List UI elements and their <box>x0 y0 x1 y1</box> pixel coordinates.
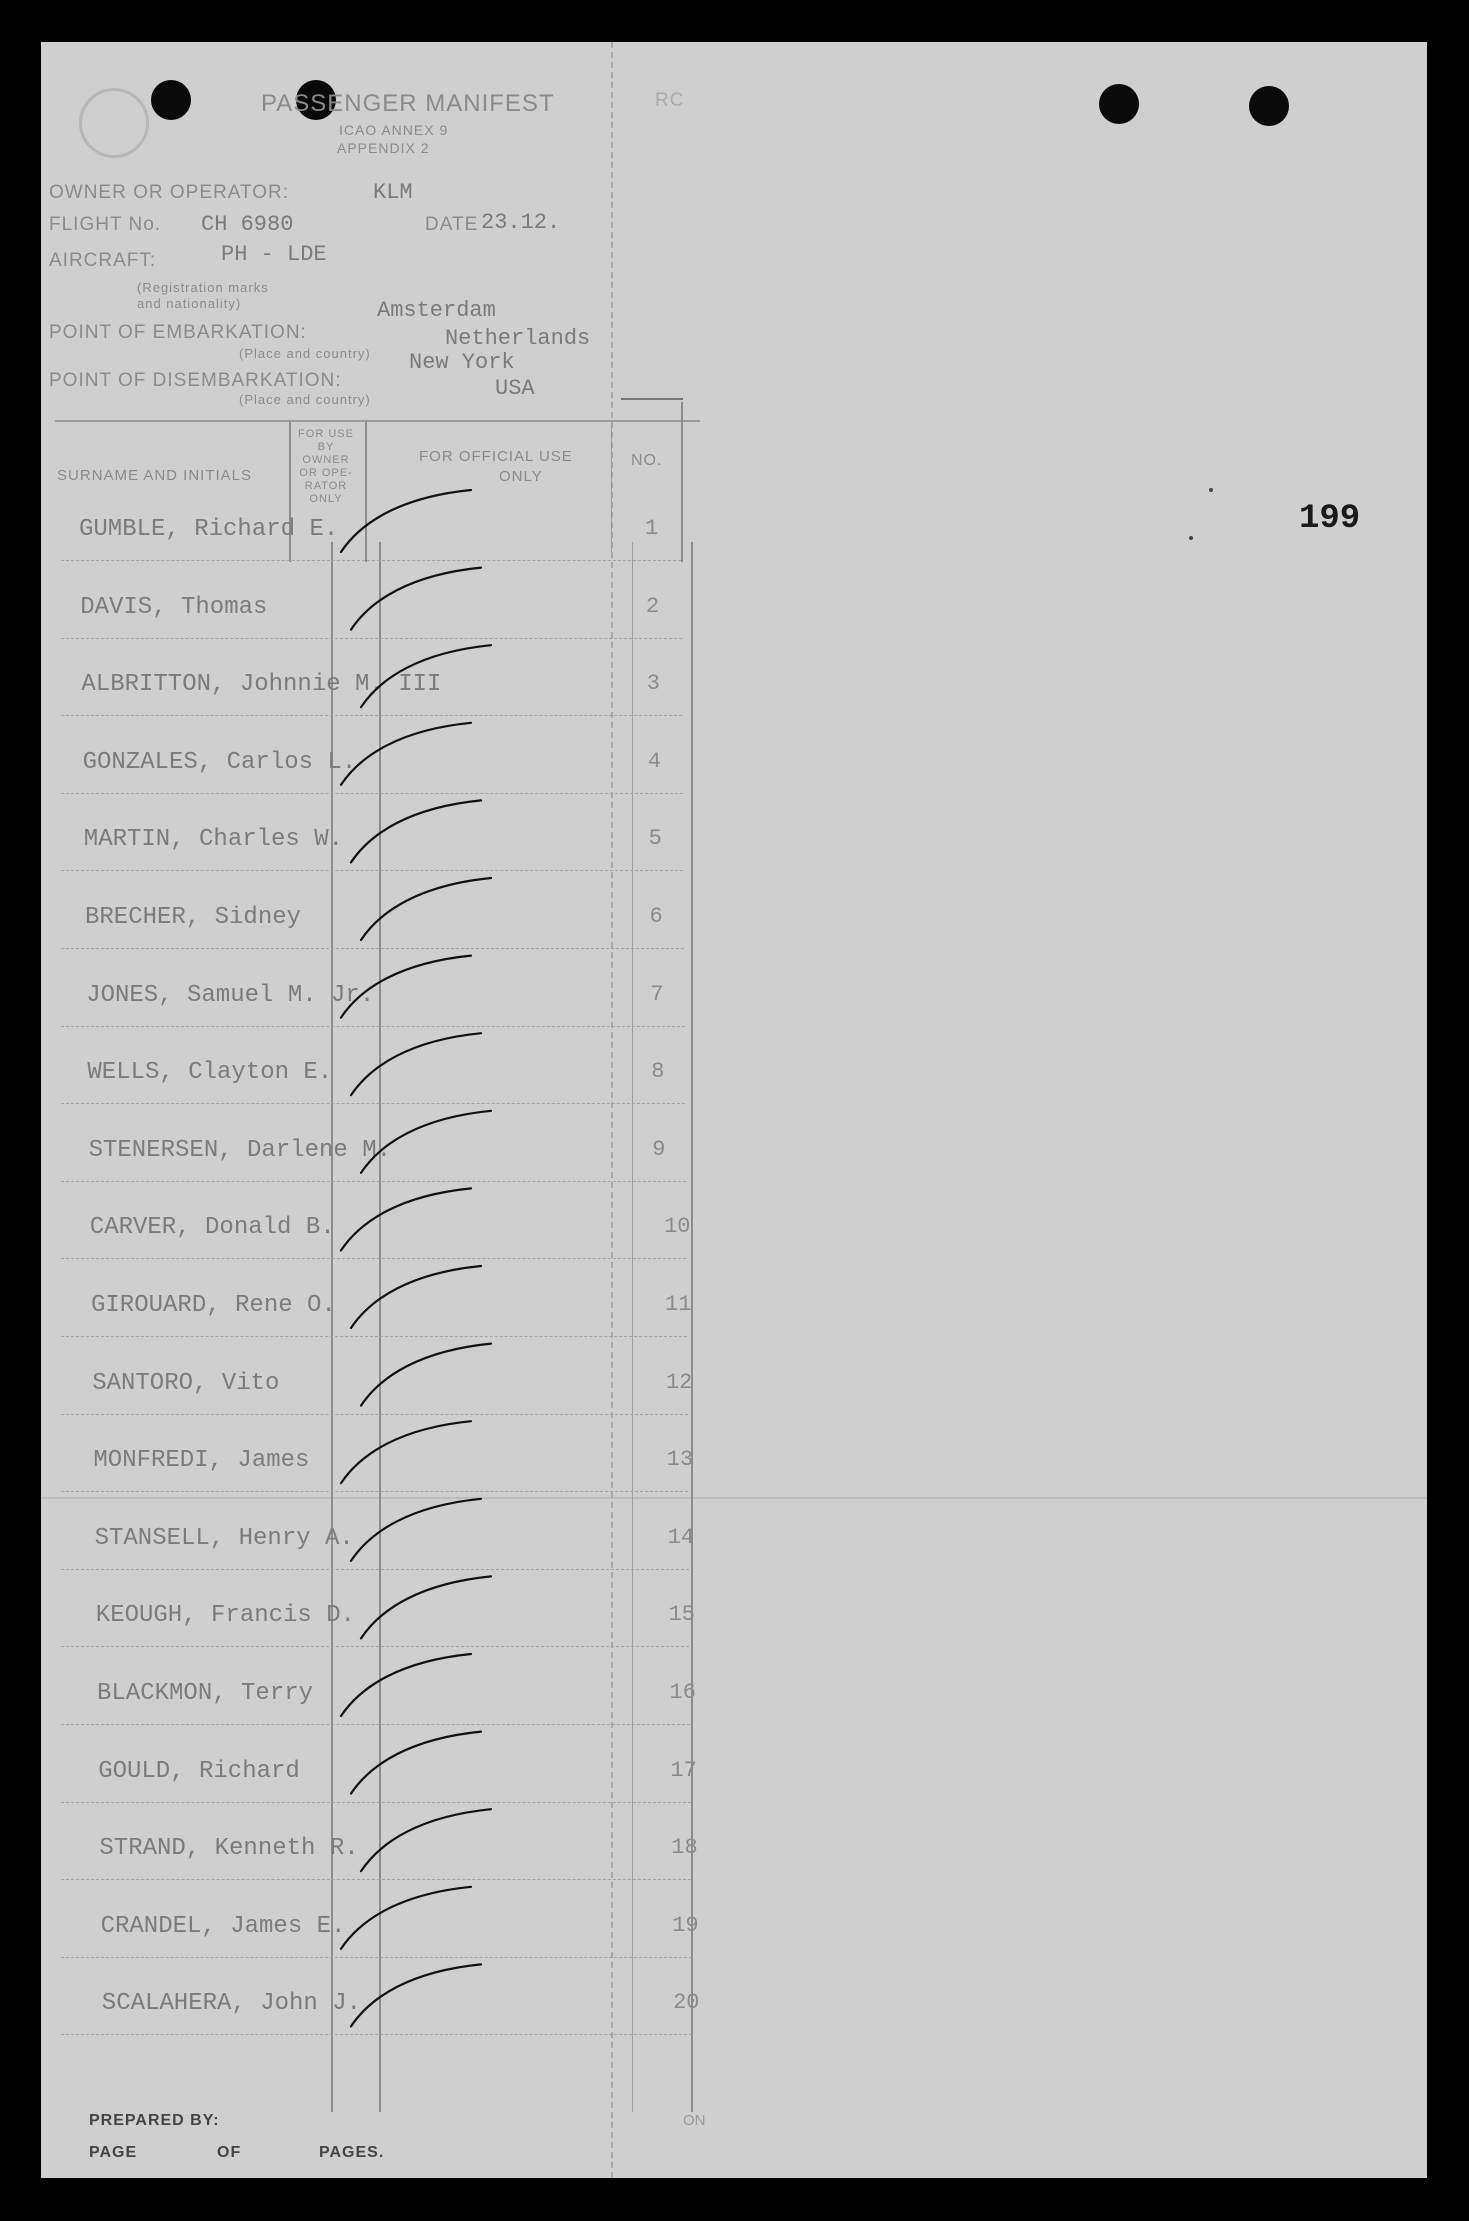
passenger-name: GOULD, Richard <box>98 1757 300 1785</box>
disembarkation-label: POINT OF DISEMBARKATION: <box>49 370 342 391</box>
check-mark <box>341 1421 471 1483</box>
check-mark <box>351 568 481 630</box>
prepared-by-label: PREPARED BY: <box>89 2112 220 2129</box>
rc-fragment: RC <box>655 90 685 111</box>
passenger-name: CRANDEL, James E. <box>100 1912 346 1940</box>
passenger-name: JONES, Samuel M. Jr. <box>86 981 375 1009</box>
passenger-number: 12 <box>665 1369 693 1395</box>
place-country-note: (Place and country) <box>239 346 371 361</box>
speck <box>1209 488 1213 492</box>
aircraft-label: AIRCRAFT: <box>49 250 157 271</box>
col-surname: SURNAME AND INITIALS <box>57 467 253 484</box>
manifest-sheet <box>41 42 1427 2178</box>
passenger-number: 10 <box>664 1214 691 1240</box>
check-mark <box>351 1499 481 1561</box>
passenger-number: 9 <box>652 1136 666 1162</box>
passenger-name: BRECHER, Sidney <box>85 904 302 931</box>
passenger-number: 19 <box>672 1912 699 1938</box>
col-official-1: FOR OFFICIAL USE <box>419 448 573 465</box>
passenger-number: 3 <box>646 671 660 697</box>
passenger-name: CARVER, Donald B. <box>89 1214 335 1242</box>
passenger-name: GIROUARD, Rene O. <box>91 1292 336 1319</box>
passenger-name: GONZALES, Carlos L. <box>82 748 357 776</box>
passenger-name: STRAND, Kenneth R. <box>99 1835 359 1863</box>
passenger-name: MONFREDI, James <box>93 1447 310 1475</box>
place-country-note-2: (Place and country) <box>239 392 371 407</box>
passenger-number: 2 <box>645 593 660 619</box>
check-mark <box>361 645 491 707</box>
disembarkation-city: New York <box>409 350 515 375</box>
col-no: NO. <box>631 452 663 469</box>
check-mark <box>341 723 471 785</box>
passenger-number: 7 <box>650 981 664 1007</box>
passenger-name: BLACKMON, Terry <box>97 1680 314 1707</box>
col-official-2: ONLY <box>499 468 543 485</box>
check-mark <box>351 1033 481 1095</box>
check-mark <box>351 1964 481 2026</box>
passenger-name: KEOUGH, Francis D. <box>95 1602 356 1630</box>
passenger-name: ALBRITTON, Johnnie M. III <box>81 671 442 699</box>
punch-hole-3 <box>1099 84 1139 124</box>
passenger-name: SCALAHERA, John J. <box>101 1990 362 2018</box>
passenger-name: SANTORO, Vito <box>92 1369 280 1397</box>
form-title: PASSENGER MANIFEST <box>261 90 555 117</box>
check-mark <box>351 1732 481 1794</box>
passenger-number: 14 <box>667 1524 695 1550</box>
passenger-number: 11 <box>665 1292 692 1317</box>
page-stamp: 199 <box>1299 500 1361 538</box>
registration-note-1: (Registration marks <box>137 280 269 295</box>
disembarkation-country: USA <box>495 376 535 401</box>
check-mark <box>361 878 491 940</box>
passenger-number: 13 <box>666 1447 694 1473</box>
check-mark <box>361 1809 491 1871</box>
passenger-number: 6 <box>649 904 663 929</box>
passenger-number: 5 <box>648 826 662 852</box>
check-mark <box>351 1266 481 1328</box>
speck <box>1189 536 1193 540</box>
of-label: OF <box>217 2144 242 2161</box>
check-mark <box>341 1188 471 1250</box>
check-mark <box>361 1576 491 1638</box>
passenger-number: 4 <box>647 748 661 774</box>
passenger-name: STENERSEN, Darlene M. <box>88 1136 392 1164</box>
embarkation-label: POINT OF EMBARKATION: <box>49 322 307 343</box>
passenger-name: MARTIN, Charles W. <box>83 826 344 854</box>
check-marks <box>41 42 741 2178</box>
owner-value: KLM <box>373 180 413 205</box>
col-owner: FOR USE BY OWNER OR OPE- RATOR ONLY <box>298 428 354 505</box>
pages-label: PAGES. <box>319 2144 385 2161</box>
passenger-name: STANSELL, Henry A. <box>94 1524 354 1552</box>
owner-label: OWNER OR OPERATOR: <box>49 182 290 203</box>
form-appendix: APPENDIX 2 <box>337 140 430 156</box>
flight-label: FLIGHT No. <box>49 214 162 235</box>
passenger-number: 15 <box>668 1602 695 1628</box>
check-mark <box>341 956 471 1018</box>
date-value: 23.12. <box>481 210 561 235</box>
registration-note-2: and nationality) <box>137 296 242 311</box>
aircraft-value: PH - LDE <box>221 242 327 267</box>
form-annex: ICAO ANNEX 9 <box>339 122 449 138</box>
passenger-number: 20 <box>673 1990 700 2016</box>
passenger-number: 16 <box>669 1680 696 1705</box>
punch-hole-4 <box>1249 86 1289 126</box>
on-fragment: ON <box>683 2112 706 2129</box>
check-mark <box>361 1344 491 1406</box>
passenger-number: 17 <box>670 1757 697 1783</box>
page-label: PAGE <box>89 2144 138 2161</box>
date-label: DATE <box>425 214 479 235</box>
passenger-number: 8 <box>651 1059 665 1085</box>
check-mark <box>361 1111 491 1173</box>
check-mark <box>341 1654 471 1716</box>
passenger-name: WELLS, Clayton E. <box>87 1059 333 1087</box>
passenger-number: 1 <box>645 516 659 541</box>
embarkation-country: Netherlands <box>445 326 591 351</box>
check-mark <box>341 490 471 552</box>
embarkation-city: Amsterdam <box>377 298 496 323</box>
passenger-number: 18 <box>671 1835 698 1861</box>
flight-value: CH 6980 <box>201 212 294 237</box>
passenger-name: DAVIS, Thomas <box>80 593 268 621</box>
check-mark <box>351 800 481 862</box>
check-mark <box>341 1887 471 1949</box>
passenger-name: GUMBLE, Richard E. <box>79 516 339 543</box>
